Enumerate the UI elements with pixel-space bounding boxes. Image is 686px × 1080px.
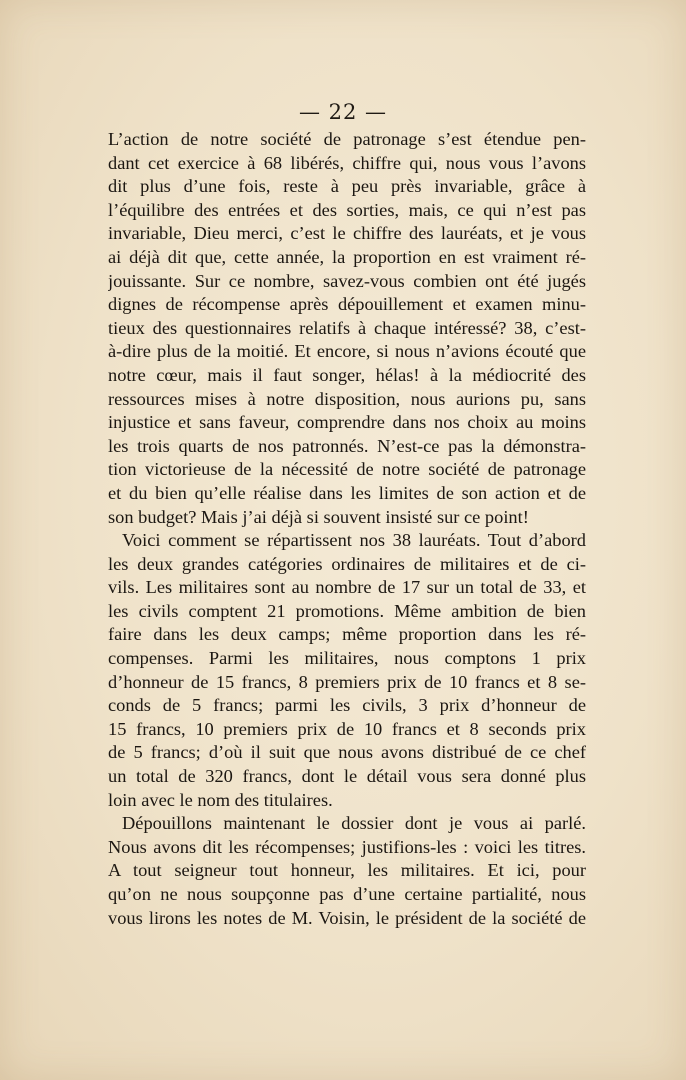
body-text	[108, 128, 586, 930]
text-line: ressources mises à notre disposition, nous aurions pu, sans	[108, 388, 586, 409]
text-line: et du bien qu’elle réalise dans les limites de son action et de	[108, 482, 586, 503]
text-line: A tout seigneur tout honneur, les militaires. Et ici, pour	[108, 860, 586, 881]
text-line: de 5 francs; d’où il suit que nous avons distribué de ce chef	[108, 742, 586, 763]
text-line: qu’on ne nous soupçonne pas d’une certaine partialité, nous	[108, 884, 586, 904]
text-line: notre cœur, mais il faut songer, hélas! à la médiocrité des	[108, 364, 586, 385]
text-line: un total de 320 francs, dont le détail vous sera donné plus	[108, 766, 586, 787]
page-number: — 22 —	[298, 100, 388, 124]
text-line: dignes de récompense après dépouillement et examen minu-	[108, 294, 586, 315]
text-line: vils. Les militaires sont au nombre de 17 sur un total de 33, et	[108, 577, 586, 598]
text-line: d’honneur de 15 francs, 8 premiers prix de 10 francs et 8 se-	[108, 671, 586, 692]
text-line: Nous avons dit les récompenses; justifions-les : voici les titres.	[108, 836, 586, 857]
text-line: jouissante. Sur ce nombre, savez-vous combien ont été jugés	[108, 270, 586, 291]
text-line: dit plus d’une fois, reste à peu près invariable, grâce à	[108, 176, 586, 197]
text-line: conds de 5 francs; parmi les civils, 3 prix d’honneur de	[108, 695, 586, 716]
text-line: Dépouillons maintenant le dossier dont je vous ai parlé.	[122, 813, 586, 834]
text-line: les deux grandes catégories ordinaires de militaires et de ci-	[108, 553, 586, 574]
text-line: Voici comment se répartissent nos 38 lauréats. Tout d’abord	[122, 530, 586, 551]
text-line: L’action de notre société de patronage s’est étendue pen-	[108, 129, 586, 149]
text-line: vous lirons les notes de M. Voisin, le président de la société de	[108, 907, 586, 928]
text-line: 15 francs, 10 premiers prix de 10 francs et 8 seconds prix	[108, 718, 586, 739]
text-line: faire dans les deux camps; même proportion dans les ré-	[108, 624, 586, 645]
text-line: loin avec le nom des titulaires.	[108, 789, 333, 810]
text-line: invariable, Dieu merci, c’est le chiffre des lauréats, et je vous	[108, 223, 586, 244]
paragraph-1	[108, 128, 586, 529]
text-line: tion victorieuse de la nécessité de notre société de patronage	[108, 459, 586, 480]
text-line: tieux des questionnaires relatifs à chaque intéressé? 38, c’est-	[108, 317, 586, 338]
paragraph-3	[108, 812, 586, 930]
text-line: son budget? Mais j’ai déjà si souvent insisté sur ce point!	[108, 506, 529, 527]
text-line: dant cet exercice à 68 libérés, chiffre qui, nous vous l’avons	[108, 152, 586, 173]
text-line: ai déjà dit que, cette année, la proportion en est vraiment ré-	[108, 246, 586, 267]
text-line: compenses. Parmi les militaires, nous comptons 1 prix	[108, 648, 586, 669]
paragraph-2	[108, 529, 586, 812]
text-line: injustice et sans faveur, comprendre dans nos choix au moins	[108, 412, 586, 433]
text-line: les trois quarts de nos patronnés. N’est-ce pas la démonstra-	[108, 435, 586, 456]
text-line: les civils comptent 21 promotions. Même ambition de bien	[108, 600, 586, 621]
text-line: à-dire plus de la moitié. Et encore, si nous n’avions écouté que	[108, 341, 586, 362]
text-line: l’équilibre des entrées et des sorties, mais, ce qui n’est pas	[108, 199, 586, 220]
